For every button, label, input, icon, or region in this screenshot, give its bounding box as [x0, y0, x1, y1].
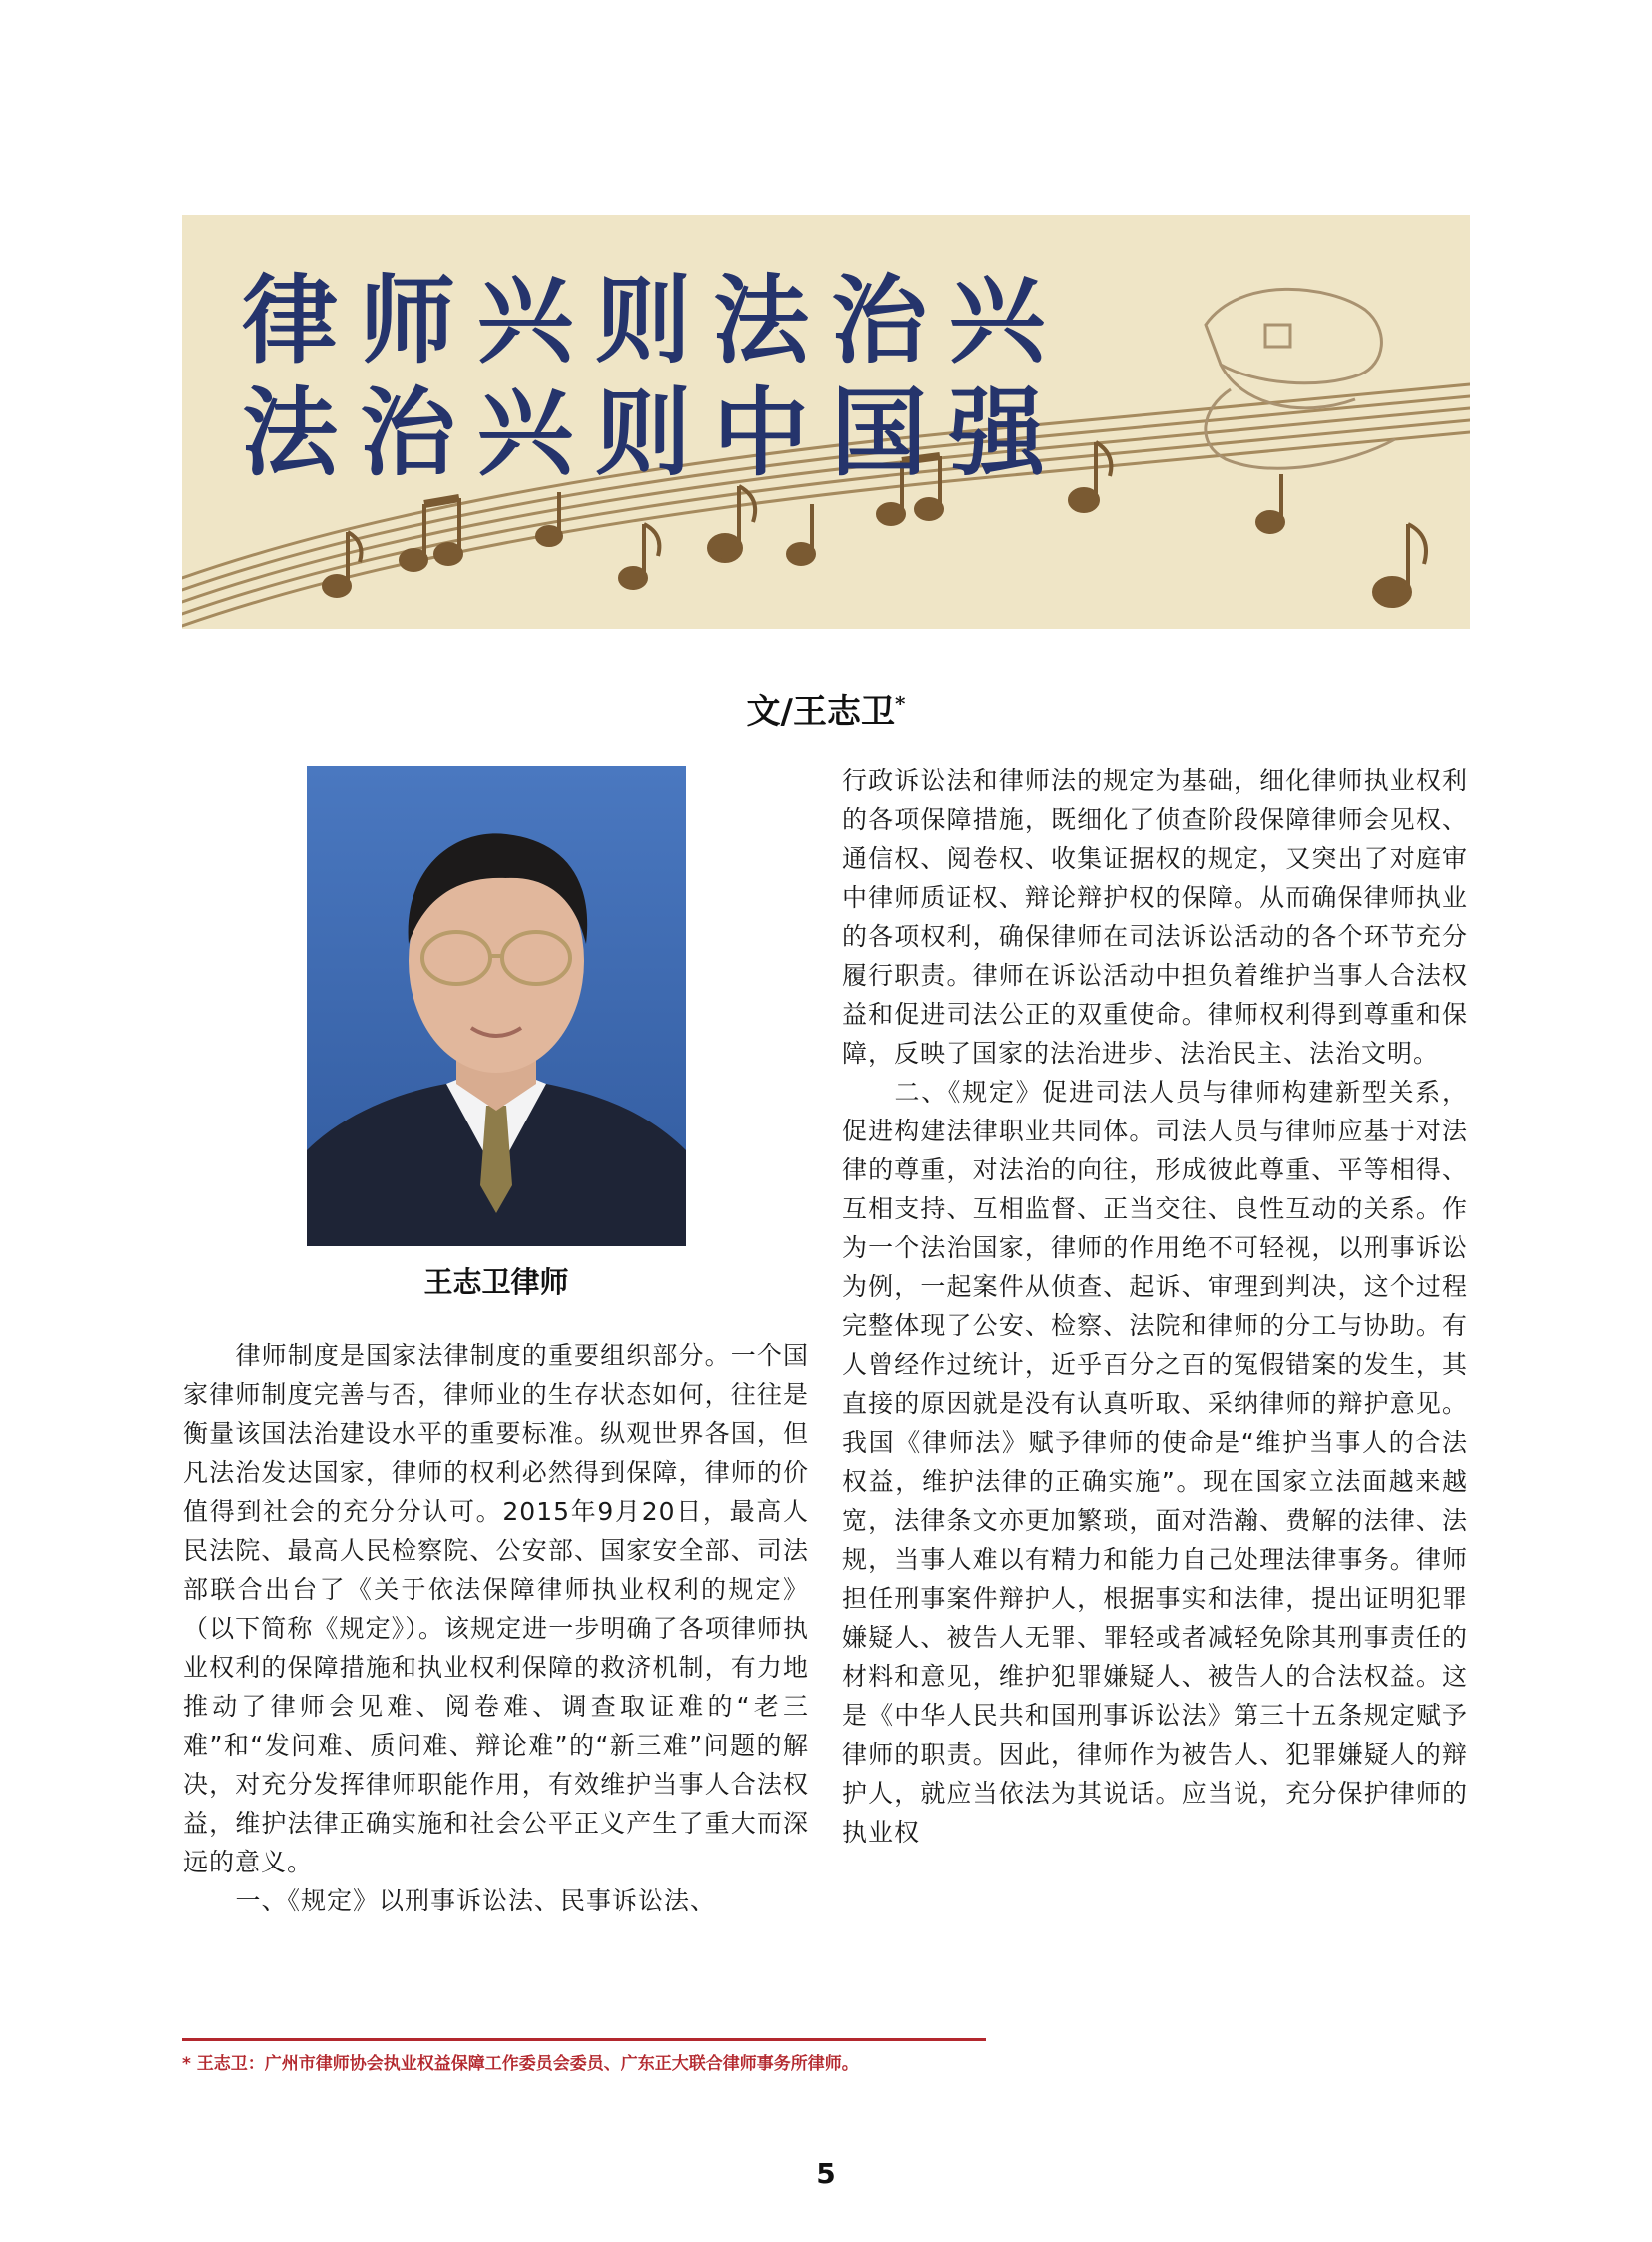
article-column-left	[183, 1336, 809, 1920]
eighth-note-icon	[1374, 524, 1426, 606]
eighth-note-icon	[620, 524, 659, 588]
photo-caption: 王志卫律师	[423, 1265, 569, 1299]
paragraph: 行政诉讼法和律师法的规定为基础，细化律师执业权利的各项保障措施，既细化了侦查阶段保障律师会见权、通信权、阅卷权、收集证据权的规定，又突出了对庭审中律师质证权、辩论辩护权的保障。从而确保律师执业的各项权利，确保律师在司法诉讼活动的各个环节充分履行职责。律师在诉讼活动中担负着维护当事人合法权益和促进司法公正的双重使命。律师权利得到尊重和保障，反映了国家的法治进步、法治民主、法治文明。	[842, 766, 1468, 1068]
title-banner	[182, 215, 1470, 629]
footnote: * 王志卫：广州市律师协会执业权益保障工作委员会委员、广东正大联合律师事务所律师。	[182, 2054, 859, 2074]
byline	[0, 684, 1652, 733]
paragraph: 一、《规定》以刑事诉讼法、民事诉讼法、	[235, 1886, 717, 1915]
quarter-note-icon	[1257, 474, 1283, 532]
quarter-note-icon	[788, 504, 814, 564]
footnote-divider	[182, 2038, 986, 2041]
author-photo	[307, 766, 686, 1246]
banner-title-line-2: 法治兴则中国强	[242, 376, 1067, 489]
eighth-note-icon	[1070, 442, 1111, 511]
portrait-illustration	[307, 766, 686, 1246]
page-number: 5	[816, 2157, 836, 2190]
banner-title-line-1: 律师兴则法治兴	[242, 264, 1067, 376]
author-byline: 文/王志卫	[746, 692, 895, 732]
article-column-right	[842, 761, 1468, 1852]
footnote-mark: *	[894, 691, 906, 716]
paragraph: 二、《规定》促进司法人员与律师构建新型关系，促进构建法律职业共同体。司法人员与律师应基于对法律的尊重，对法治的向往，形成彼此尊重、平等相得、互相支持、互相监督、正当交往、良性互动的关系。作为一个法治国家，律师的作用绝不可轻视，以刑事诉讼为例，一起案件从侦查、起诉、审理到判决，这个过程完整体现了公安、检察、法院和律师的分工与协助。有人曾经作过统计，近乎百分之百的冤假错案的发生，其直接的原因就是没有认真听取、采纳律师的辩护意见。我国《律师法》赋予律师的使命是“维护当事人的合法权益，维护法律的正确实施”。现在国家立法面越来越宽，法律条文亦更加繁琐，面对浩瀚、费解的法律、法规，当事人难以有精力和能力自己处理法律事务。律师担任刑事案件辩护人，根据事实和法律，提出证明犯罪嫌疑人、被告人无罪、罪轻或者减轻免除其刑事责任的材料和意见，维护犯罪嫌疑人、被告人的合法权益。这是《中华人民共和国刑事诉讼法》第三十五条规定赋予律师的职责。因此，律师作为被告人、犯罪嫌疑人的辩护人，就应当依法为其说话。应当说，充分保护律师的执业权	[842, 1078, 1468, 1847]
paragraph: 律师制度是国家法律制度的重要组织部分。一个国家律师制度完善与否，律师业的生存状态如何，往往是衡量该国法治建设水平的重要标准。纵观世界各国，但凡法治发达国家，律师的权利必然得到保障，律师的价值得到社会的充分分认可。2015年9月20日，最高人民法院、最高人民检察院、公安部、国家安全部、司法部联合出台了《关于依法保障律师执业权利的规定》（以下简称《规定》）。该规定进一步明确了各项律师执业权利的保障措施和执业权利保障的救济机制，有力地推动了律师会见难、阅卷难、调查取证难的“老三难”和“发问难、质问难、辩论难”的“新三难”问题的解决，对充分发挥律师职能作用，有效维护当事人合法权益，维护法律正确实施和社会公平正义产生了重大而深远的意义。	[183, 1341, 809, 1876]
